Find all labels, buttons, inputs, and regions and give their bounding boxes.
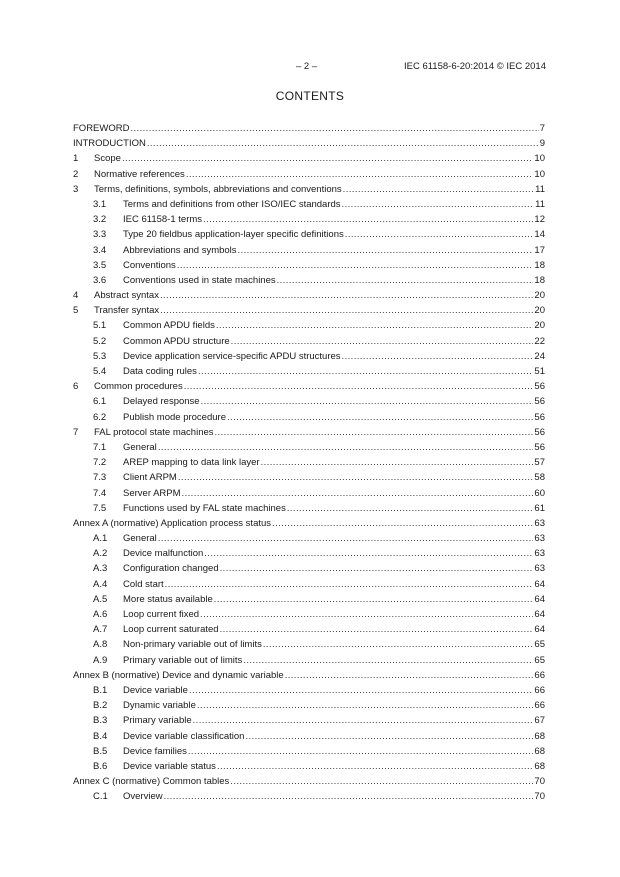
- toc-entry[interactable]: [73, 789, 545, 804]
- toc-entry[interactable]: [73, 486, 545, 501]
- toc-entry-title: Loop current fixed: [123, 609, 200, 620]
- toc-entry-title: FAL protocol state machines: [94, 426, 214, 438]
- toc-entry[interactable]: [73, 167, 545, 182]
- toc-entry-page: 56: [534, 441, 545, 453]
- toc-entry-number: 5.3: [93, 350, 107, 362]
- dot-leader: [231, 334, 534, 349]
- dot-leader: [197, 698, 534, 713]
- toc-entry[interactable]: [73, 440, 545, 455]
- toc-entry-page: 11: [535, 183, 545, 195]
- toc-entry-page: 61: [534, 502, 545, 514]
- toc-entry[interactable]: [73, 334, 545, 349]
- toc-entry-title: Device variable status: [123, 760, 216, 772]
- toc-entry-number: A.9: [93, 654, 108, 666]
- toc-entry-number: 1: [73, 153, 79, 165]
- dot-leader: [287, 501, 534, 516]
- toc-entry-number: 7.3: [93, 472, 107, 484]
- toc-entry[interactable]: [73, 713, 545, 728]
- toc-entry-page: 56: [534, 396, 545, 408]
- toc-entry-page: 7: [539, 123, 545, 134]
- toc-entry-page: 12: [534, 214, 545, 226]
- dot-leader: [186, 167, 534, 182]
- toc-entry-number: A.3: [93, 563, 108, 575]
- page-header: [0, 60, 620, 74]
- dot-leader: [204, 546, 533, 561]
- toc-entry[interactable]: [73, 243, 545, 258]
- dot-leader: [160, 288, 533, 303]
- dot-leader: [203, 212, 533, 227]
- toc-entry-title: Device application service-specific APDU structures: [123, 350, 341, 362]
- toc-entry-title: Publish mode procedure: [123, 411, 226, 423]
- toc-entry[interactable]: [73, 531, 545, 546]
- document-id: IEC 61158-6-20:2014 © IEC 2014: [403, 61, 546, 72]
- toc-entry-number: 3.4: [93, 244, 107, 256]
- toc-entry-page: 70: [534, 776, 545, 788]
- toc-entry-number: B.2: [93, 700, 108, 712]
- toc-entry[interactable]: [73, 258, 545, 273]
- dot-leader: [227, 410, 533, 425]
- toc-entry-title: Non-primary variable out of limits: [123, 639, 262, 651]
- toc-entry-number: A.4: [93, 578, 108, 590]
- toc-entry[interactable]: [73, 653, 545, 668]
- toc-entry-number: 7.4: [93, 487, 107, 499]
- dot-leader: [164, 789, 534, 804]
- toc-entry-page: 65: [534, 654, 545, 666]
- dot-leader: [261, 455, 534, 470]
- toc-entry-title: Common APDU fields: [123, 320, 215, 332]
- toc-entry-title: Terms, definitions, symbols, abbreviations and conventions: [94, 183, 342, 195]
- toc-entry-number: 3: [73, 183, 79, 195]
- toc-entry-title: Server ARPM: [123, 487, 181, 499]
- toc-entry-title: Terms and definitions from other ISO/IEC standards: [123, 198, 341, 210]
- toc-entry-number: 3.2: [93, 214, 107, 226]
- toc-entry-number: A.5: [93, 593, 108, 605]
- toc-entry-number: 7.2: [93, 457, 107, 469]
- dot-leader: [216, 318, 534, 333]
- toc-entry-number: C.1: [93, 791, 108, 803]
- toc-entry-page: 68: [534, 745, 545, 757]
- toc-entry[interactable]: [73, 668, 545, 683]
- toc-entry-page: 56: [534, 426, 545, 438]
- toc-entry[interactable]: [73, 394, 545, 409]
- toc-entry[interactable]: [73, 501, 545, 516]
- dot-leader: [177, 258, 534, 273]
- toc-entry-title: Primary variable: [123, 715, 192, 727]
- toc-entry-page: 68: [534, 760, 545, 772]
- toc-entry-title: Device variable classification: [123, 730, 245, 742]
- toc-entry[interactable]: [73, 516, 545, 531]
- dot-leader: [214, 592, 534, 607]
- toc-entry-number: B.4: [93, 730, 108, 742]
- toc-entry-number: 6.1: [93, 396, 107, 408]
- toc-entry[interactable]: [73, 759, 545, 774]
- toc-entry[interactable]: [73, 212, 545, 227]
- toc-entry[interactable]: [73, 197, 545, 212]
- toc-entry[interactable]: [73, 698, 545, 713]
- toc-entry-page: 66: [534, 669, 545, 681]
- toc-entry[interactable]: [73, 410, 545, 425]
- toc-entry-page: 17: [534, 244, 545, 256]
- dot-leader: [201, 394, 534, 409]
- toc-entry-page: 56: [534, 411, 545, 423]
- toc-entry-number: A.1: [93, 533, 108, 545]
- dot-leader: [182, 486, 534, 501]
- toc-entry-page: 68: [534, 730, 545, 742]
- toc-entry-title: Common procedures: [94, 381, 183, 393]
- toc-entry-page: 64: [534, 593, 545, 605]
- toc-entry[interactable]: [73, 607, 545, 622]
- toc-entry-page: 63: [534, 563, 545, 575]
- toc-entry-title: Normative references: [94, 168, 185, 180]
- toc-entry[interactable]: [73, 592, 545, 607]
- dot-leader: [130, 121, 538, 136]
- toc-entry-title: INTRODUCTION: [73, 138, 146, 150]
- toc-entry-page: 64: [534, 624, 545, 636]
- dot-leader: [193, 713, 534, 728]
- toc-entry-title: Transfer syntax: [94, 305, 160, 317]
- toc-entry-page: 63: [534, 533, 545, 545]
- toc-entry-title: Functions used by FAL state machines: [123, 502, 286, 514]
- toc-entry-number: 4: [73, 290, 79, 302]
- toc-entry[interactable]: [73, 470, 545, 485]
- toc-entry-title: Device families: [123, 745, 187, 757]
- toc-entry-number: 3.6: [93, 274, 107, 286]
- toc-entry[interactable]: [73, 227, 545, 242]
- toc-entry-title: Dynamic variable: [123, 700, 196, 712]
- toc-entry-title: Configuration changed: [123, 563, 219, 575]
- toc-entry-number: 2: [73, 168, 79, 180]
- toc-entry-title: Type 20 fieldbus application-layer specific definitions: [123, 229, 344, 241]
- dot-leader: [200, 607, 533, 622]
- toc-entry-page: 70: [534, 791, 545, 803]
- toc-entry-number: 7.5: [93, 502, 107, 514]
- toc-entry[interactable]: [73, 379, 545, 394]
- toc-entry[interactable]: [73, 546, 545, 561]
- toc-entry-page: 66: [534, 684, 545, 696]
- toc-entry[interactable]: [73, 121, 545, 136]
- toc-entry[interactable]: [73, 318, 545, 333]
- toc-entry[interactable]: [73, 151, 545, 166]
- toc-entry-number: 3.5: [93, 259, 107, 271]
- toc-entry[interactable]: [73, 637, 545, 652]
- dot-leader: [189, 683, 533, 698]
- dot-leader: [245, 729, 533, 744]
- toc-entry-page: 57: [534, 457, 545, 469]
- toc-entry[interactable]: [73, 683, 545, 698]
- dot-leader: [220, 561, 534, 576]
- dot-leader: [158, 440, 534, 455]
- page-title: CONTENTS: [275, 89, 345, 103]
- toc-entry-page: 67: [534, 715, 545, 727]
- toc-entry-number: 5.2: [93, 335, 107, 347]
- toc-entry-page: 14: [534, 229, 545, 241]
- toc-entry-number: 5.1: [93, 320, 107, 332]
- toc-entry-page: 10: [534, 168, 545, 180]
- toc-entry-page: 64: [534, 609, 545, 620]
- toc-entry-page: 18: [534, 274, 545, 286]
- toc-entry-title: FOREWORD: [73, 123, 130, 134]
- dot-leader: [343, 182, 534, 197]
- toc-entry-number: B.3: [93, 715, 108, 727]
- toc-entry[interactable]: [73, 303, 545, 318]
- toc-entry-title: Delayed response: [123, 396, 200, 408]
- toc-entry[interactable]: [73, 561, 545, 576]
- toc-entry-number: A.2: [93, 548, 108, 560]
- toc-entry-title: Conventions: [123, 259, 176, 271]
- toc-entry[interactable]: [73, 622, 545, 637]
- dot-leader: [243, 653, 533, 668]
- toc-entry-number: A.7: [93, 624, 108, 636]
- toc-entry-number: 5.4: [93, 366, 107, 377]
- toc-entry-page: 24: [534, 350, 545, 362]
- table-of-contents: [73, 121, 545, 804]
- toc-entry-page: 18: [534, 259, 545, 271]
- toc-entry-number: A.8: [93, 639, 108, 651]
- toc-entry[interactable]: [73, 425, 545, 440]
- toc-entry-page: 10: [534, 153, 545, 165]
- toc-entry-title: Annex A (normative) Application process status: [73, 517, 272, 529]
- toc-entry[interactable]: [73, 364, 545, 379]
- toc-entry-page: 22: [534, 335, 545, 347]
- toc-entry-title: Scope: [94, 153, 121, 165]
- toc-entry-title: Common APDU structure: [123, 335, 230, 347]
- dot-leader: [272, 516, 533, 531]
- toc-entry-title: General: [123, 533, 157, 545]
- toc-entry-title: Cold start: [123, 578, 164, 590]
- dot-leader: [263, 637, 534, 652]
- toc-entry[interactable]: [73, 182, 545, 197]
- toc-entry-title: More status available: [123, 593, 213, 605]
- toc-entry-page: 58: [534, 472, 545, 484]
- dot-leader: [220, 622, 534, 637]
- dot-leader: [147, 136, 539, 151]
- toc-entry-page: 60: [534, 487, 545, 499]
- toc-entry-number: B.5: [93, 745, 108, 757]
- toc-entry-page: 20: [534, 305, 545, 317]
- toc-entry-number: 3.1: [93, 198, 107, 210]
- toc-entry-title: Conventions used in state machines: [123, 274, 276, 286]
- toc-entry-number: 6: [73, 381, 79, 393]
- dot-leader: [285, 668, 534, 683]
- toc-entry-title: Abstract syntax: [94, 290, 159, 302]
- toc-entry-page: 9: [539, 138, 545, 150]
- toc-entry-title: Client ARPM: [123, 472, 177, 484]
- dot-leader: [238, 243, 534, 258]
- dot-leader: [188, 744, 534, 759]
- dot-leader: [198, 364, 533, 379]
- toc-entry-title: Annex C (normative) Common tables: [73, 776, 230, 788]
- toc-entry-title: Data coding rules: [123, 366, 197, 377]
- toc-entry-number: A.6: [93, 609, 108, 620]
- toc-entry[interactable]: [73, 273, 545, 288]
- toc-entry[interactable]: [73, 349, 545, 364]
- dot-leader: [230, 774, 533, 789]
- toc-entry-title: General: [123, 441, 157, 453]
- dot-leader: [184, 379, 534, 394]
- toc-entry-title: IEC 61158-1 terms: [123, 214, 203, 226]
- toc-entry-page: 20: [534, 290, 545, 302]
- toc-entry-number: 3.3: [93, 229, 107, 241]
- toc-entry[interactable]: [73, 744, 545, 759]
- toc-entry-number: 6.2: [93, 411, 107, 423]
- dot-leader: [217, 759, 533, 774]
- toc-entry-page: 63: [534, 548, 545, 560]
- dot-leader: [342, 197, 535, 212]
- dot-leader: [160, 303, 533, 318]
- toc-entry-page: 20: [534, 320, 545, 332]
- dot-leader: [165, 577, 534, 592]
- toc-entry-page: 51: [534, 366, 545, 377]
- dot-leader: [122, 151, 533, 166]
- toc-entry-title: Annex B (normative) Device and dynamic variable: [73, 669, 284, 681]
- toc-entry-title: Primary variable out of limits: [123, 654, 243, 666]
- toc-entry[interactable]: [73, 455, 545, 470]
- toc-entry[interactable]: [73, 288, 545, 303]
- toc-entry-page: 66: [534, 700, 545, 712]
- toc-entry-number: 5: [73, 305, 79, 317]
- toc-entry-number: B.6: [93, 760, 108, 772]
- dot-leader: [345, 227, 534, 242]
- toc-entry-page: 11: [535, 198, 545, 210]
- toc-entry-title: Overview: [123, 791, 163, 803]
- toc-entry-page: 65: [534, 639, 545, 651]
- page-number: – 2 –: [296, 61, 318, 72]
- toc-entry-number: 7: [73, 426, 79, 438]
- toc-entry-title: Abbreviations and symbols: [123, 244, 237, 256]
- dot-leader: [178, 470, 534, 485]
- toc-entry-page: 64: [534, 578, 545, 590]
- toc-entry[interactable]: [73, 729, 545, 744]
- toc-entry-number: 7.1: [93, 441, 107, 453]
- toc-entry-page: 56: [534, 381, 545, 393]
- dot-leader: [342, 349, 534, 364]
- dot-leader: [158, 531, 534, 546]
- toc-entry[interactable]: [73, 774, 545, 789]
- toc-entry-title: Device variable: [123, 684, 188, 696]
- toc-entry-title: AREP mapping to data link layer: [123, 457, 260, 469]
- toc-entry-page: 63: [534, 517, 545, 529]
- toc-entry[interactable]: [73, 136, 545, 151]
- dot-leader: [215, 425, 534, 440]
- toc-entry-number: B.1: [93, 684, 108, 696]
- toc-entry[interactable]: [73, 577, 545, 592]
- dot-leader: [277, 273, 534, 288]
- toc-entry-title: Device malfunction: [123, 548, 204, 560]
- toc-entry-title: Loop current saturated: [123, 624, 219, 636]
